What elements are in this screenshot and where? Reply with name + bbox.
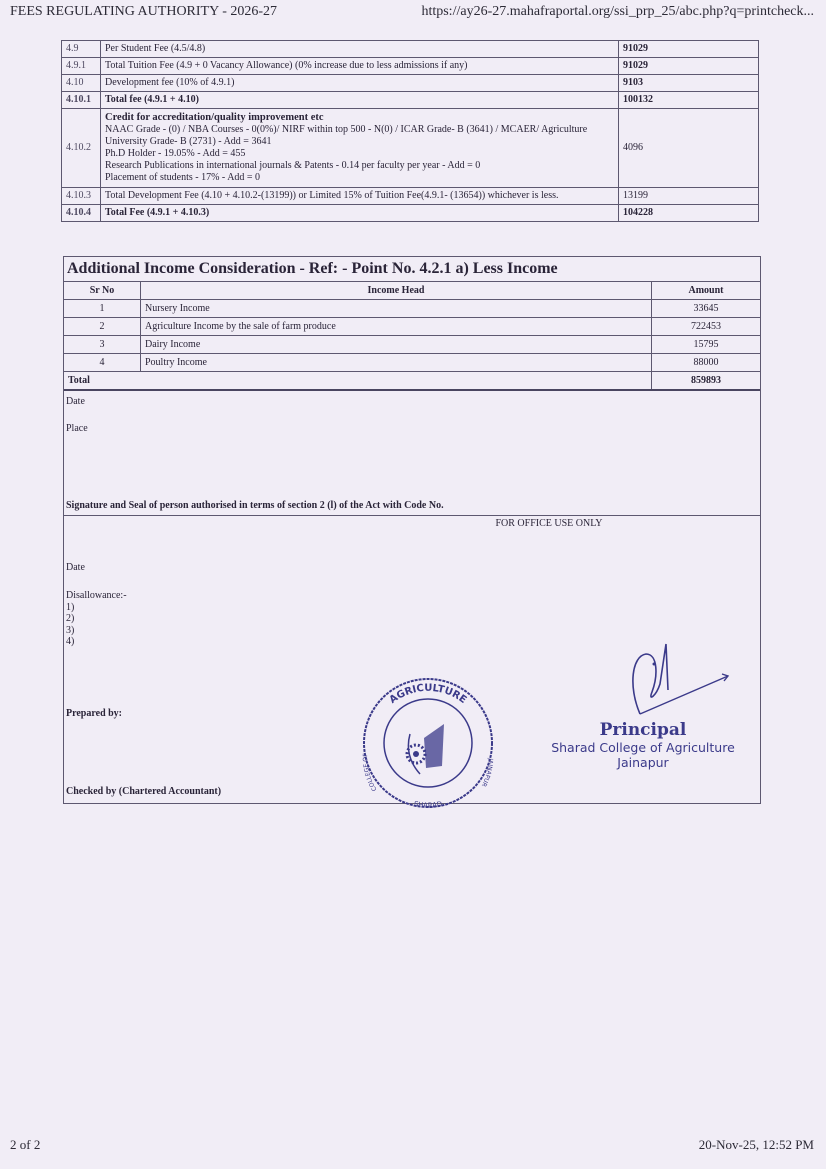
row-number: 4.10.2 (62, 109, 101, 188)
place-label: Place (66, 423, 88, 434)
col-header-amount: Amount (652, 282, 761, 300)
credit-line: Placement of students - 17% - Add = 0 (105, 172, 261, 183)
table-row (64, 300, 760, 318)
table-header (64, 282, 760, 300)
seal-left-text: COLLEGE OF (362, 753, 379, 793)
col-header-head: Income Head (141, 282, 652, 300)
row-number: 4.9.1 (62, 58, 101, 75)
additional-income-section (63, 256, 761, 810)
table-row (62, 188, 759, 205)
row-description: Total Fee (4.9.1 + 4.10.3) (101, 205, 619, 222)
total-label: Total (64, 372, 652, 391)
principal-stamp (548, 720, 738, 770)
row-value: 9103 (619, 75, 759, 92)
table-row (62, 41, 759, 58)
cell-head: Poultry Income (141, 354, 652, 372)
cell-amount: 722453 (652, 318, 761, 336)
cell-amount: 15795 (652, 336, 761, 354)
disallowance-item: 4) (66, 636, 75, 647)
table-row (64, 336, 760, 354)
fee-table (61, 40, 759, 222)
row-number: 4.10.1 (62, 92, 101, 109)
row-value: 91029 (619, 41, 759, 58)
print-header-url: https://ay26-27.mahafraportal.org/ssi_prp_25/abc.php?q=printcheck... (421, 4, 814, 19)
table-row (64, 354, 760, 372)
total-amount: 859893 (652, 372, 761, 391)
section-title: Additional Income Consideration - Ref: - Point No. 4.2.1 a) Less Income (64, 257, 760, 282)
print-header-title: FEES REGULATING AUTHORITY - 2026-27 (10, 4, 278, 19)
signature-seal-label: Signature and Seal of person authorised in terms of section 2 (l) of the Act with Code No. (66, 500, 444, 511)
prepared-by-label: Prepared by: (66, 707, 123, 719)
signature-block (64, 391, 760, 516)
print-datetime: 20-Nov-25, 12:52 PM (698, 1137, 814, 1152)
svg-text:SHARAD (413, 800, 443, 810)
cell-head: Dairy Income (141, 336, 652, 354)
credit-line: Research Publications in international journals & Patents - 0.14 per faculty per year - Add = 0 (105, 160, 481, 171)
disallowance-label: Disallowance:- (66, 590, 127, 601)
row-value: 4096 (619, 109, 759, 188)
svg-text:COLLEGE OF (362, 753, 378, 793)
row-number: 4.10 (62, 75, 101, 92)
credit-line: NAAC Grade - (0) / NBA Courses - 0(0%)/ NIRF within top 500 - N(0) / ICAR Grade- B (3641) / MCAER/ Agriculture University Grade- B (2731) - Add = 3641 (105, 124, 588, 147)
row-value: 100132 (619, 92, 759, 109)
cell-head: Nursery Income (141, 300, 652, 318)
office-right-column (338, 516, 760, 810)
office-use-section (64, 516, 760, 810)
document-body (61, 40, 759, 810)
office-left-column (64, 516, 338, 803)
office-use-title: FOR OFFICE USE ONLY (495, 518, 603, 529)
page-number: 2 of 2 (10, 1137, 41, 1152)
credit-cell (101, 109, 619, 188)
cell-amount: 88000 (652, 354, 761, 372)
college-place: Jainapur (617, 755, 669, 770)
table-row-total (64, 372, 760, 391)
credit-line: Ph.D Holder - 19.05% - Add = 455 (105, 148, 246, 159)
table-row (62, 58, 759, 75)
cell-sr: 2 (64, 318, 141, 336)
table-row (62, 92, 759, 109)
date-label: Date (66, 396, 85, 407)
row-description: Development fee (10% of 4.9.1) (101, 75, 619, 92)
row-number: 4.10.3 (62, 188, 101, 205)
row-number: 4.10.4 (62, 205, 101, 222)
stamp-area (338, 676, 760, 810)
col-header-sr: Sr No (64, 282, 141, 300)
row-number: 4.9 (62, 41, 101, 58)
disallowance-item: 3) (66, 624, 75, 636)
cell-amount: 33645 (652, 300, 761, 318)
row-value: 13199 (619, 188, 759, 205)
table-row (64, 318, 760, 336)
row-description: Total Development Fee (4.10 + 4.10.2-(13199)) or Limited 15% of Tuition Fee(4.9.1- (13654)) whichever is less. (101, 188, 619, 205)
disallowance-list (66, 590, 336, 648)
disallowance-item: 2) (66, 613, 75, 624)
income-table (64, 282, 760, 391)
row-description: Per Student Fee (4.5/4.8) (101, 41, 619, 58)
seal-top-text: AGRICULTURE (387, 682, 469, 706)
row-value: 91029 (619, 58, 759, 75)
cell-sr: 4 (64, 354, 141, 372)
table-row-credit (62, 109, 759, 188)
cell-sr: 3 (64, 336, 141, 354)
college-seal-stamp-icon (358, 676, 498, 810)
row-description: Total Tuition Fee (4.9 + 0 Vacancy Allowance) (0% increase due to less admissions if any) (101, 58, 619, 75)
table-row-total (62, 205, 759, 222)
seal-right-text: JAINAPUR (479, 758, 494, 788)
principal-signature-icon (618, 636, 733, 721)
seal-bottom-text: SHARAD (413, 799, 443, 810)
office-date-label: Date (66, 562, 85, 573)
disallowance-item: 1) (66, 601, 75, 613)
principal-title: Principal (599, 720, 687, 740)
college-name: Sharad College of Agriculture (551, 740, 735, 755)
cell-sr: 1 (64, 300, 141, 318)
row-description: Total fee (4.9.1 + 4.10) (101, 92, 619, 109)
checked-by-label: Checked by (Chartered Accountant) (66, 785, 222, 797)
credit-title: Credit for accreditation/quality improvement etc (105, 112, 324, 123)
cell-head: Agriculture Income by the sale of farm produce (141, 318, 652, 336)
row-value: 104228 (619, 205, 759, 222)
svg-text:JAINAPUR (480, 757, 494, 788)
table-row (62, 75, 759, 92)
